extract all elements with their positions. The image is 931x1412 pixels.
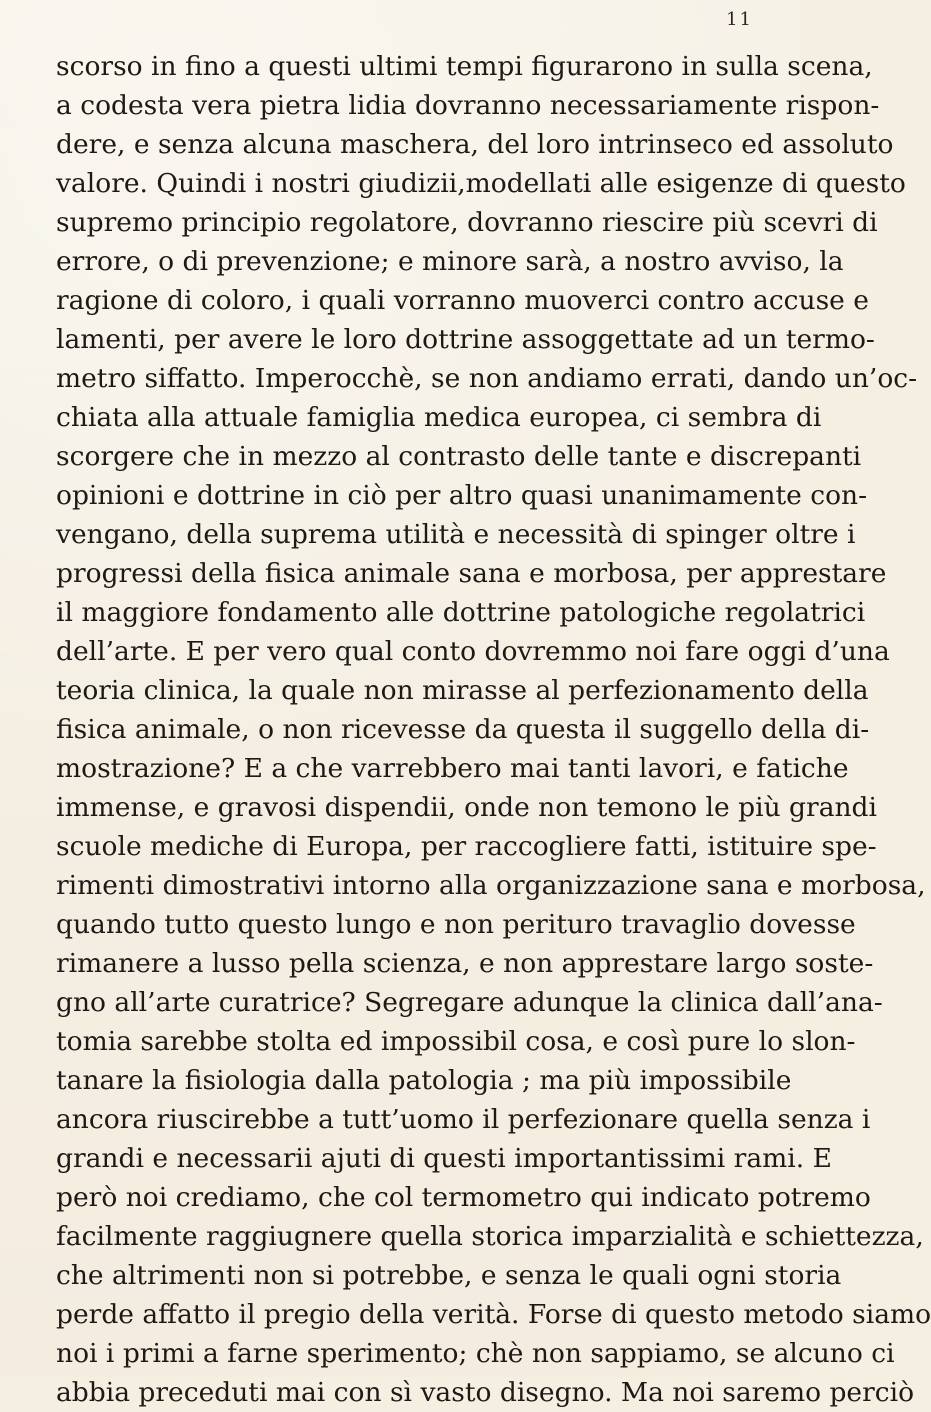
- text-line: tanare la fisiologia dalla patologia ; ma più impossibile: [56, 1065, 792, 1096]
- text-line: supremo principio regolatore, dovranno riescire più scevri di: [56, 207, 878, 238]
- text-line: fisica animale, o non ricevesse da questa il suggello della di-: [56, 714, 870, 745]
- text-line: il maggiore fondamento alle dottrine patologiche regolatrici: [56, 597, 866, 628]
- text-line: gno all’arte curatrice? Segregare adunque la clinica dall’ana-: [56, 987, 883, 1018]
- text-line: a codesta vera pietra lidia dovranno necessariamente rispon-: [56, 90, 880, 121]
- text-line: scorgere che in mezzo al contrasto delle tante e discrepanti: [56, 441, 862, 472]
- text-line: immense, e gravosi dispendii, onde non temono le più grandi: [56, 792, 877, 823]
- text-line: facilmente raggiugnere quella storica imparzialità e schiettezza,: [56, 1221, 924, 1252]
- text-line: vengano, della suprema utilità e necessità di spinger oltre i: [56, 519, 856, 550]
- text-line: valore. Quindi i nostri giudizii,modellati alle esigenze di questo: [56, 168, 906, 199]
- text-line: ragione di coloro, i quali vorranno muoverci contro accuse e: [56, 285, 869, 316]
- text-line: però noi crediamo, che col termometro qui indicato potremo: [56, 1182, 871, 1213]
- page-number: 11: [726, 9, 753, 30]
- text-line: ancora riuscirebbe a tutt’uomo il perfezionare quella senza i: [56, 1104, 871, 1135]
- text-line: tomia sarebbe stolta ed impossibil cosa, e così pure lo slon-: [56, 1026, 856, 1057]
- text-line: scuole mediche di Europa, per raccogliere fatti, istituire spe-: [56, 831, 877, 862]
- text-line: metro siffatto. Imperocchè, se non andiamo errati, dando un’oc-: [56, 363, 918, 394]
- text-line: lamenti, per avere le loro dottrine assoggettate ad un termo-: [56, 324, 875, 355]
- text-line: abbia preceduti mai con sì vasto disegno. Ma noi saremo perciò: [56, 1377, 915, 1408]
- text-line: noi i primi a farne sperimento; chè non sappiamo, se alcuno ci: [56, 1338, 895, 1369]
- text-line: rimanere a lusso pella scienza, e non apprestare largo soste-: [56, 948, 874, 979]
- text-line: opinioni e dottrine in ciò per altro quasi unanimamente con-: [56, 480, 868, 511]
- text-line: errore, o di prevenzione; e minore sarà, a nostro avviso, la: [56, 246, 844, 277]
- text-line: dell’arte. E per vero qual conto dovremmo noi fare oggi d’una: [56, 636, 890, 667]
- text-line: teoria clinica, la quale non mirasse al perfezionamento della: [56, 675, 869, 706]
- text-line: mostrazione? E a che varrebbero mai tanti lavori, e fatiche: [56, 753, 849, 784]
- text-line: che altrimenti non si potrebbe, e senza le quali ogni storia: [56, 1260, 842, 1291]
- text-line: quando tutto questo lungo e non perituro travaglio dovesse: [56, 909, 856, 940]
- text-line: progressi della fisica animale sana e morbosa, per apprestare: [56, 558, 887, 589]
- text-line: dere, e senza alcuna maschera, del loro intrinseco ed assoluto: [56, 129, 894, 160]
- text-line: chiata alla attuale famiglia medica europea, ci sembra di: [56, 402, 822, 433]
- body-text: [56, 47, 931, 1412]
- text-line: rimenti dimostrativi intorno alla organizzazione sana e morbosa,: [56, 870, 926, 901]
- text-line: scorso in fino a questi ultimi tempi figurarono in sulla scena,: [56, 51, 873, 82]
- text-line: grandi e necessarii ajuti di questi importantissimi rami. E: [56, 1143, 832, 1174]
- text-line: perde affatto il pregio della verità. Forse di questo metodo siamo: [56, 1299, 931, 1330]
